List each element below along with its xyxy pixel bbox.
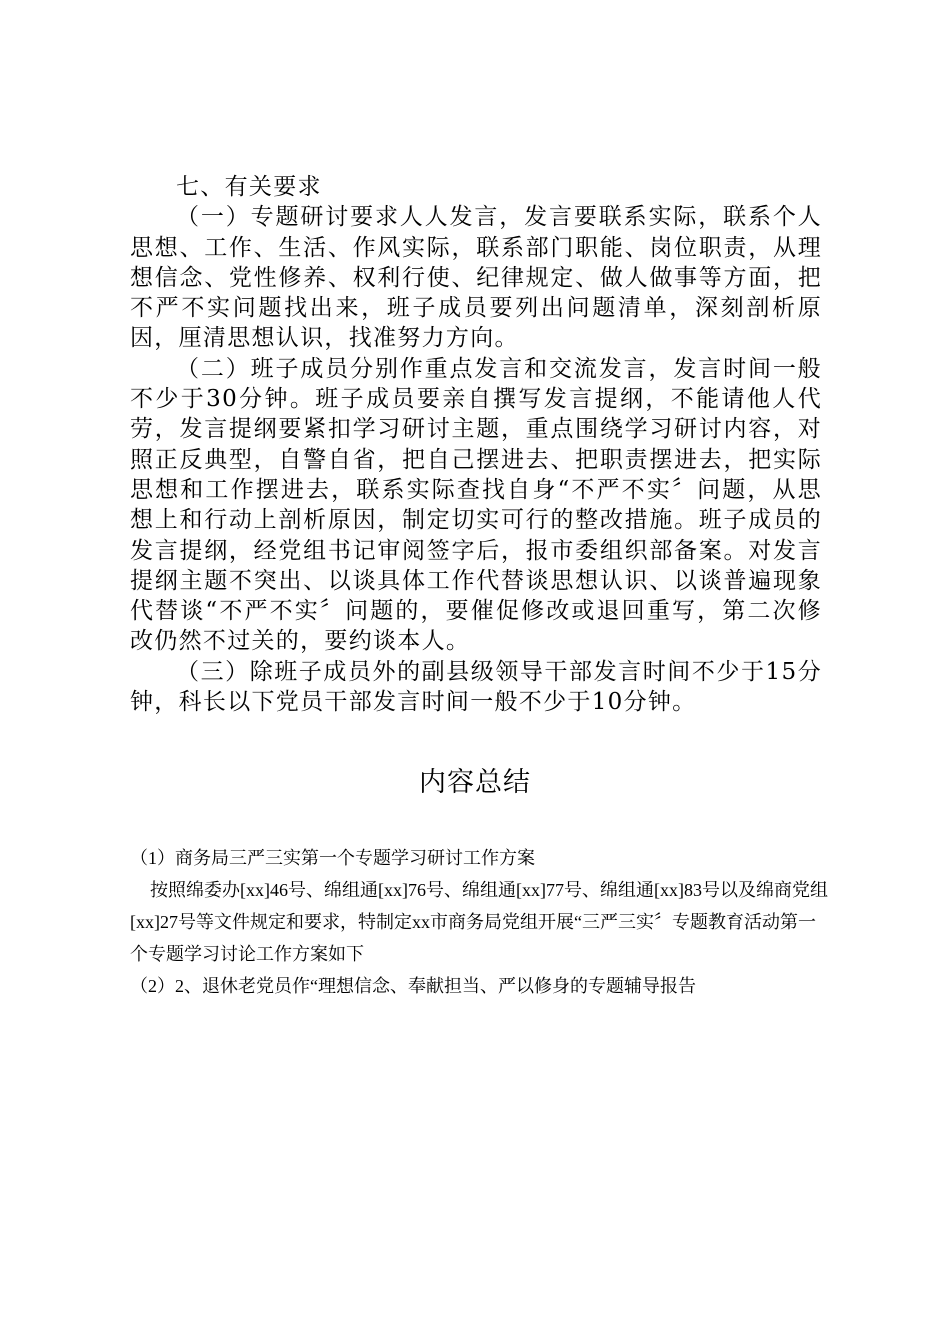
document-body [130, 172, 822, 717]
summary-section [130, 842, 830, 1002]
paragraph-2: （二）班子成员分别作重点发言和交流发言，发言时间一般不少于30分钟。班子成员要亲自撰写发言提纲，不能请他人代劳，发言提纲要紧扣学习研讨主题，重点围绕学习研讨内容，对照正反典型，自警自省，把自己摆进去、把职责摆进去，把实际思想和工作摆进去，联系实际查找自身“不严不实〞问题，从思想上和行动上剖析原因，制定切实可行的整改措施。班子成员的发言提纲，经党组书记审阅签字后，报市委组织部备案。对发言提纲主题不突出、以谈具体工作代替谈思想认识、以谈普遍现象代替谈“不严不实〞问题的，要催促修改或退回重写，第二次修改仍然不过关的，要约谈本人。 [130, 355, 822, 655]
summary-item-1-detail: 按照绵委办[xx]46号、绵组通[xx]76号、绵组通[xx]77号、绵组通[xx]83号以及绵商党组[xx]27号等文件规定和要求，特制定xx市商务局党组开展“三严三实〞专题教育活动第一个专题学习讨论工作方案如下 [130, 880, 828, 964]
paragraph-1: （一）专题研讨要求人人发言，发言要联系实际，联系个人思想、工作、生活、作风实际，联系部门职能、岗位职责，从理想信念、党性修养、权利行使、纪律规定、做人做事等方面，把不严不实问题找出来，班子成员要列出问题清单，深刻剖析原因，厘清思想认识，找准努力方向。 [130, 204, 822, 352]
summary-item-1: （1）商务局三严三实第一个专题学习研讨工作方案 [130, 848, 535, 868]
section-title: 七、有关要求 [176, 174, 322, 200]
paragraph-3: （三）除班子成员外的副县级领导干部发言时间不少于15分钟，科长以下党员干部发言时间一般不少于10分钟。 [130, 658, 822, 716]
summary-heading: 内容总结 [419, 767, 531, 798]
summary-item-2: （2）2、退休老党员作“理想信念、奉献担当、严以修身的专题辅导报告 [130, 976, 696, 996]
